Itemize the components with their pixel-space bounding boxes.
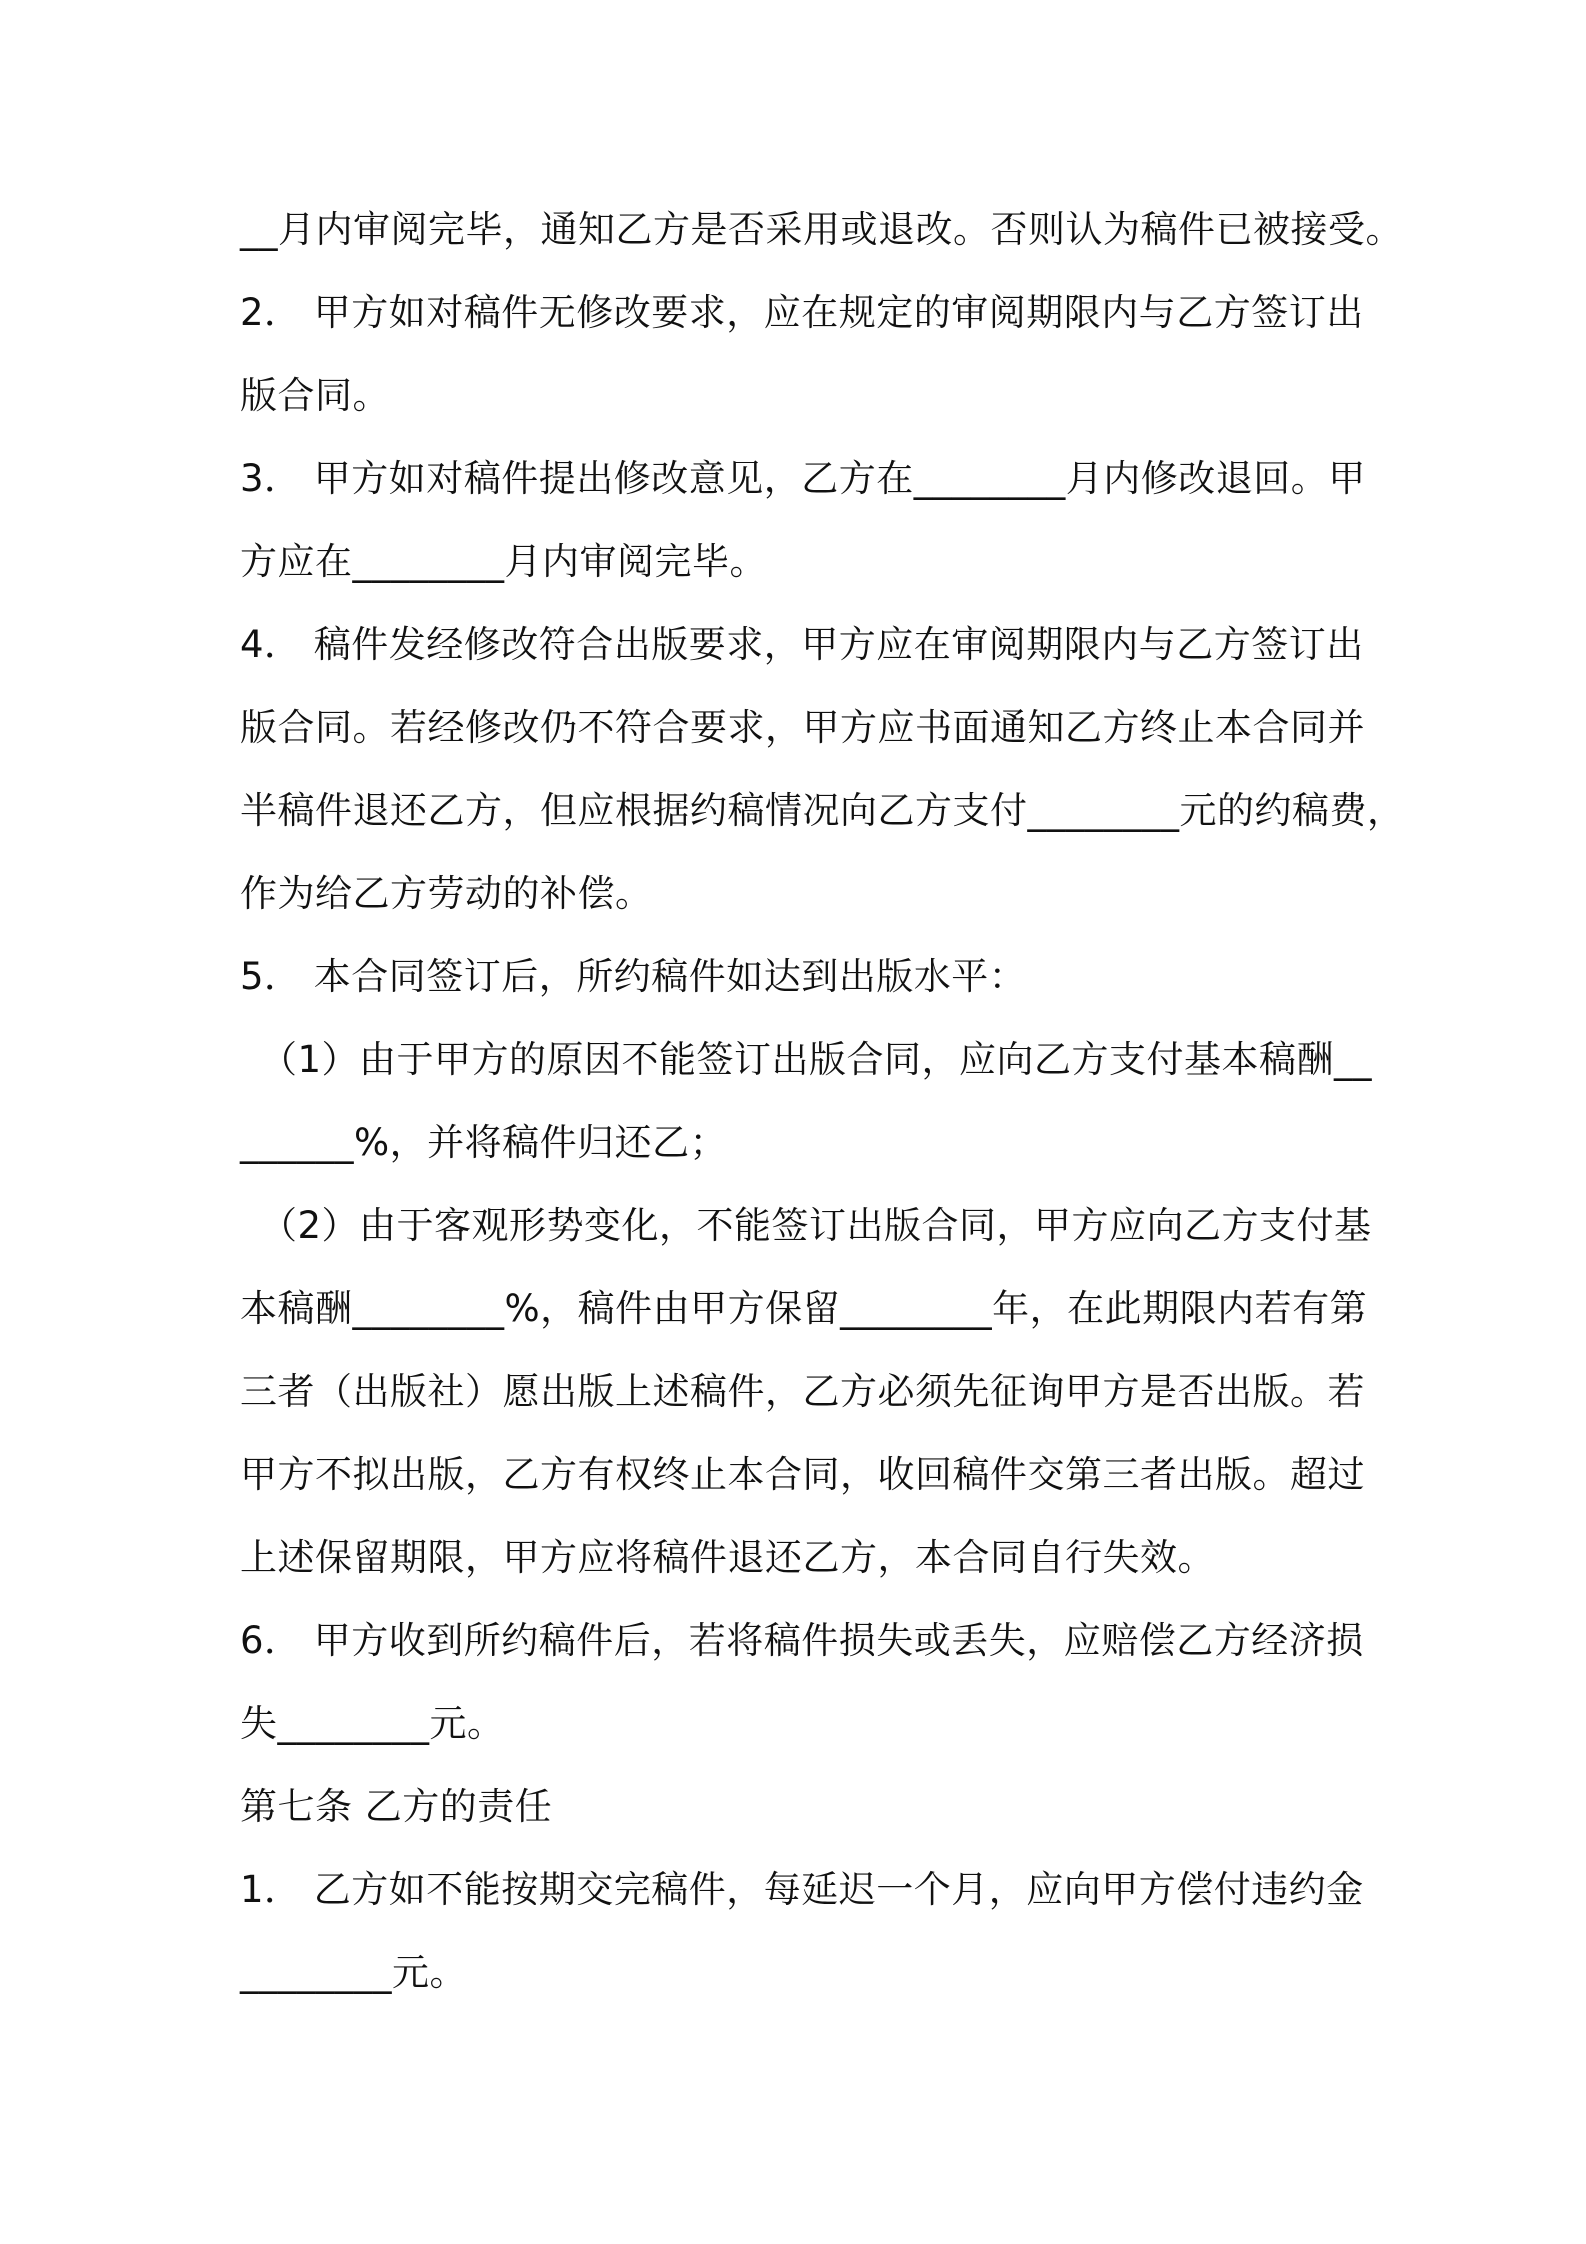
paragraph-line: 5． 本合同签订后，所约稿件如达到出版水平： <box>240 955 1027 998</box>
paragraph-line: 本稿酬________%，稿件由甲方保留________年，在此期限内若有第 <box>240 1287 1368 1330</box>
paragraph-line: 三者（出版社）愿出版上述稿件，乙方必须先征询甲方是否出版。若 <box>240 1370 1365 1413</box>
paragraph-line: __月内审阅完毕，通知乙方是否采用或退改。否则认为稿件已被接受。 <box>240 208 1403 251</box>
paragraph-line: （1）由于甲方的原因不能签订出版合同，应向乙方支付基本稿酬__ <box>260 1038 1373 1081</box>
paragraph-line: 上述保留期限，甲方应将稿件退还乙方，本合同自行失效。 <box>240 1536 1215 1579</box>
paragraph-line: 1． 乙方如不能按期交完稿件，每延迟一个月，应向甲方偿付违约金 <box>240 1868 1364 1911</box>
paragraph-line: ______%，并将稿件归还乙； <box>240 1121 728 1164</box>
paragraph-line: 失________元。 <box>240 1702 505 1745</box>
paragraph-line: 版合同。 <box>240 374 390 417</box>
paragraph-line: 6． 甲方收到所约稿件后，若将稿件损失或丢失，应赔偿乙方经济损 <box>240 1619 1364 1662</box>
paragraph-line: 半稿件退还乙方，但应根据约稿情况向乙方支付________元的约稿费， <box>240 789 1405 832</box>
section-heading: 第七条 乙方的责任 <box>240 1785 553 1828</box>
paragraph-line: 作为给乙方劳动的补偿。 <box>240 872 653 915</box>
paragraph-line: 4． 稿件发经修改符合出版要求，甲方应在审阅期限内与乙方签订出 <box>240 623 1364 666</box>
paragraph-line: ________元。 <box>240 1951 467 1994</box>
document-body <box>240 196 1405 2022</box>
paragraph-line: 甲方不拟出版，乙方有权终止本合同，收回稿件交第三者出版。超过 <box>240 1453 1365 1496</box>
paragraph-line: 3． 甲方如对稿件提出修改意见，乙方在________月内修改退回。甲 <box>240 457 1366 500</box>
paragraph-line: 版合同。若经修改仍不符合要求，甲方应书面通知乙方终止本合同并 <box>240 706 1365 749</box>
paragraph-line: 2． 甲方如对稿件无修改要求，应在规定的审阅期限内与乙方签订出 <box>240 291 1364 334</box>
paragraph-line: 方应在________月内审阅完毕。 <box>240 540 767 583</box>
paragraph-line: （2）由于客观形势变化，不能签订出版合同，甲方应向乙方支付基 <box>260 1204 1372 1247</box>
